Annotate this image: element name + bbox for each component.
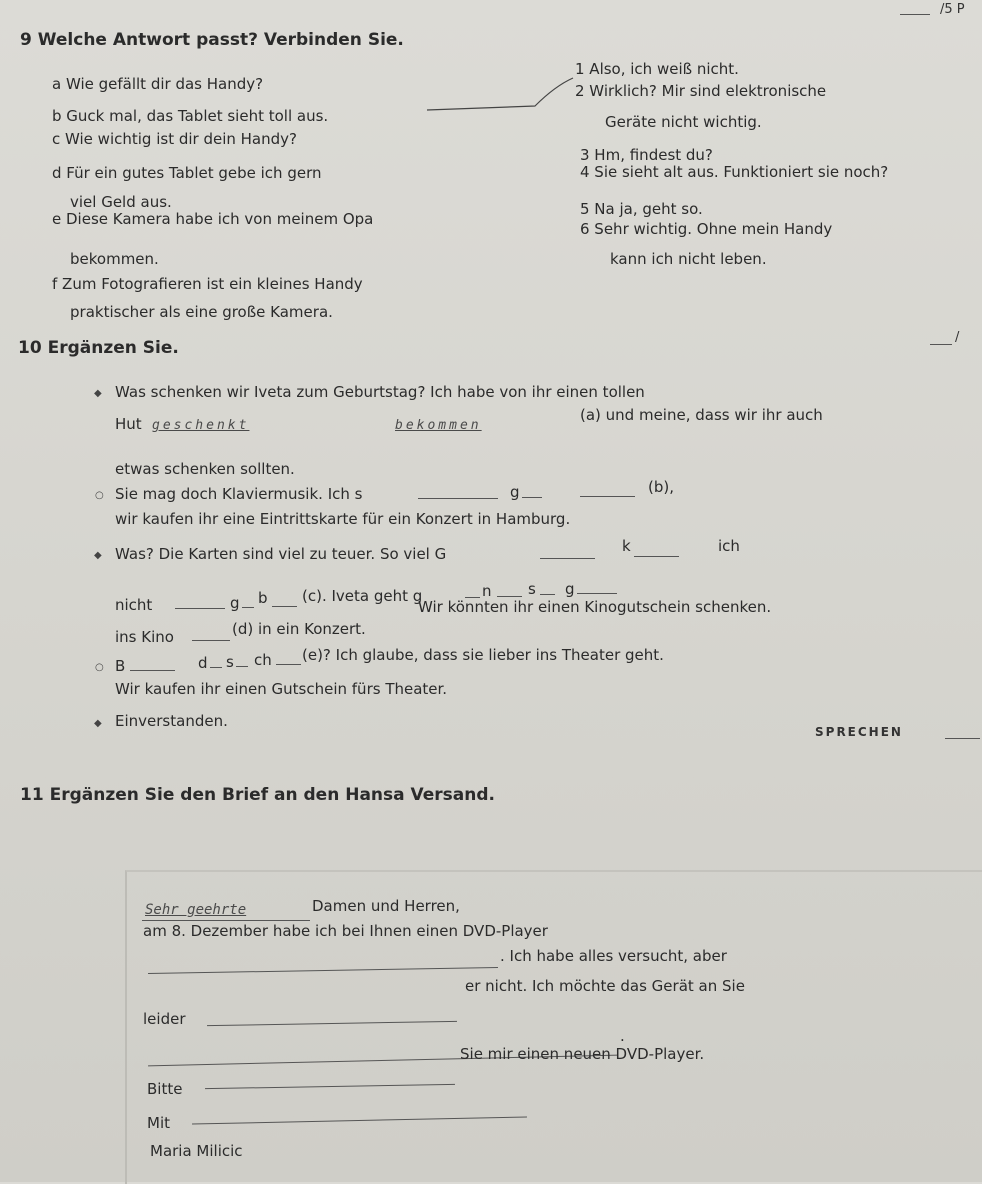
- answer-3: 3 Hm, findest du?: [580, 146, 713, 164]
- blank[interactable]: [540, 558, 595, 559]
- blank[interactable]: [580, 496, 635, 497]
- answer-6: 6 Sehr wichtig. Ohne mein Handy: [580, 220, 833, 238]
- blank[interactable]: [236, 666, 248, 667]
- question-f: f Zum Fotografieren ist ein kleines Handy: [52, 275, 363, 293]
- speaker-a-icon: ◆: [94, 550, 102, 561]
- blank[interactable]: [522, 497, 542, 498]
- text-line: (e)? Ich glaube, dass sie lieber ins Theater geht.: [302, 646, 664, 664]
- letter-hint: n: [482, 582, 492, 600]
- letter-hint: k: [622, 537, 631, 555]
- question-e: e Diese Kamera habe ich von meinem Opa: [52, 210, 374, 228]
- answer-2: 2 Wirklich? Mir sind elektronische: [575, 82, 827, 100]
- question-f-cont: praktischer als eine große Kamera.: [70, 303, 333, 321]
- blank[interactable]: [276, 664, 301, 665]
- text-line: Wir kaufen ihr einen Gutschein fürs Theater.: [115, 680, 448, 698]
- score-blank: [900, 14, 930, 15]
- exercise-9-title: 9 Welche Antwort passt? Verbinden Sie.: [20, 30, 404, 50]
- blank[interactable]: [175, 608, 225, 609]
- text-line: Was schenken wir Iveta zum Geburtstag? Ich habe von ihr einen tollen: [115, 383, 645, 401]
- blank[interactable]: [242, 607, 254, 608]
- question-c: c Wie wichtig ist dir dein Handy?: [52, 130, 297, 148]
- question-d: d Für ein gutes Tablet gebe ich gern: [52, 164, 322, 182]
- text-line: . Ich habe alles versucht, aber: [500, 947, 727, 965]
- letter-hint: g: [510, 483, 520, 501]
- text-line: ich: [718, 537, 740, 555]
- text-line: Wir könnten ihr einen Kinogutschein schenken.: [418, 598, 772, 616]
- signature-name: Maria Milicic: [150, 1142, 243, 1160]
- text-line: (b),: [648, 478, 674, 496]
- letter-hint: s: [226, 653, 234, 671]
- speaker-b-icon: ○: [95, 490, 104, 501]
- text-line: etwas schenken sollten.: [115, 460, 295, 478]
- blank[interactable]: [497, 596, 522, 597]
- text-line: Damen und Herren,: [312, 897, 460, 915]
- text-line: Hut: [115, 415, 142, 433]
- blank[interactable]: [130, 670, 175, 671]
- blank[interactable]: [418, 498, 498, 499]
- blank[interactable]: [272, 606, 297, 607]
- answer-6-cont: kann ich nicht leben.: [610, 250, 767, 268]
- blank[interactable]: [577, 593, 617, 594]
- letter-hint: ch: [254, 651, 272, 669]
- section-label-sprechen: SPRECHEN: [815, 725, 903, 739]
- speaker-b-icon: ○: [95, 662, 104, 673]
- score-blank-10: [930, 344, 952, 345]
- speaker-a-icon: ◆: [94, 388, 102, 399]
- question-d-cont: viel Geld aus.: [70, 193, 172, 211]
- blank[interactable]: [192, 640, 230, 641]
- text-line: nicht: [115, 596, 153, 614]
- text-line: Sie mir einen neuen DVD-Player.: [460, 1045, 705, 1063]
- connecting-line: [425, 66, 575, 116]
- text-line: (c). Iveta geht g: [302, 587, 423, 605]
- text-line: Einverstanden.: [115, 712, 228, 730]
- question-b: b Guck mal, das Tablet sieht toll aus.: [52, 107, 329, 125]
- text-line: Bitte: [147, 1080, 183, 1098]
- text-line: Sie mag doch Klaviermusik. Ich s: [115, 485, 363, 503]
- answer-2-cont: Geräte nicht wichtig.: [605, 113, 762, 131]
- answer-1: 1 Also, ich weiß nicht.: [575, 60, 739, 78]
- blank[interactable]: [142, 920, 310, 921]
- score-10-label: /: [955, 330, 960, 345]
- text-line: B: [115, 657, 126, 675]
- text-line: .: [620, 1027, 625, 1045]
- text-line: Was? Die Karten sind viel zu teuer. So viel G: [115, 545, 447, 563]
- letter-hint: g: [230, 594, 240, 612]
- blank[interactable]: [634, 556, 679, 557]
- letter-box: [125, 870, 982, 1184]
- text-line: (d) in ein Konzert.: [232, 620, 366, 638]
- letter-hint: g: [565, 580, 575, 598]
- handwritten-answer: Sehr geehrte: [145, 902, 247, 918]
- speaker-a-icon: ◆: [94, 718, 102, 729]
- question-e-cont: bekommen.: [70, 250, 159, 268]
- exercise-11-title: 11 Ergänzen Sie den Brief an den Hansa Versand.: [20, 785, 495, 805]
- handwritten-answer: bekommen: [395, 418, 482, 433]
- score-blank: [945, 738, 980, 739]
- letter-hint: b: [258, 589, 268, 607]
- text-line: Mit: [147, 1114, 170, 1132]
- text-line: leider: [143, 1010, 186, 1028]
- text-line: am 8. Dezember habe ich bei Ihnen einen DVD-Player: [143, 922, 548, 940]
- letter-hint: s: [528, 580, 536, 598]
- text-line: wir kaufen ihr eine Eintrittskarte für ein Konzert in Hamburg.: [115, 510, 571, 528]
- answer-4: 4 Sie sieht alt aus. Funktioniert sie noch?: [580, 163, 889, 181]
- text-line: er nicht. Ich möchte das Gerät an Sie: [465, 977, 745, 995]
- text-line: ins Kino: [115, 628, 174, 646]
- blank[interactable]: [540, 594, 555, 595]
- score-label: /5 P: [940, 2, 965, 17]
- answer-5: 5 Na ja, geht so.: [580, 200, 703, 218]
- question-a: a Wie gefällt dir das Handy?: [52, 75, 264, 93]
- text-line: (a) und meine, dass wir ihr auch: [580, 406, 823, 424]
- letter-hint: d: [198, 654, 208, 672]
- handwritten-answer: geschenkt: [152, 418, 250, 433]
- exercise-10-title: 10 Ergänzen Sie.: [18, 338, 179, 358]
- blank[interactable]: [210, 667, 222, 668]
